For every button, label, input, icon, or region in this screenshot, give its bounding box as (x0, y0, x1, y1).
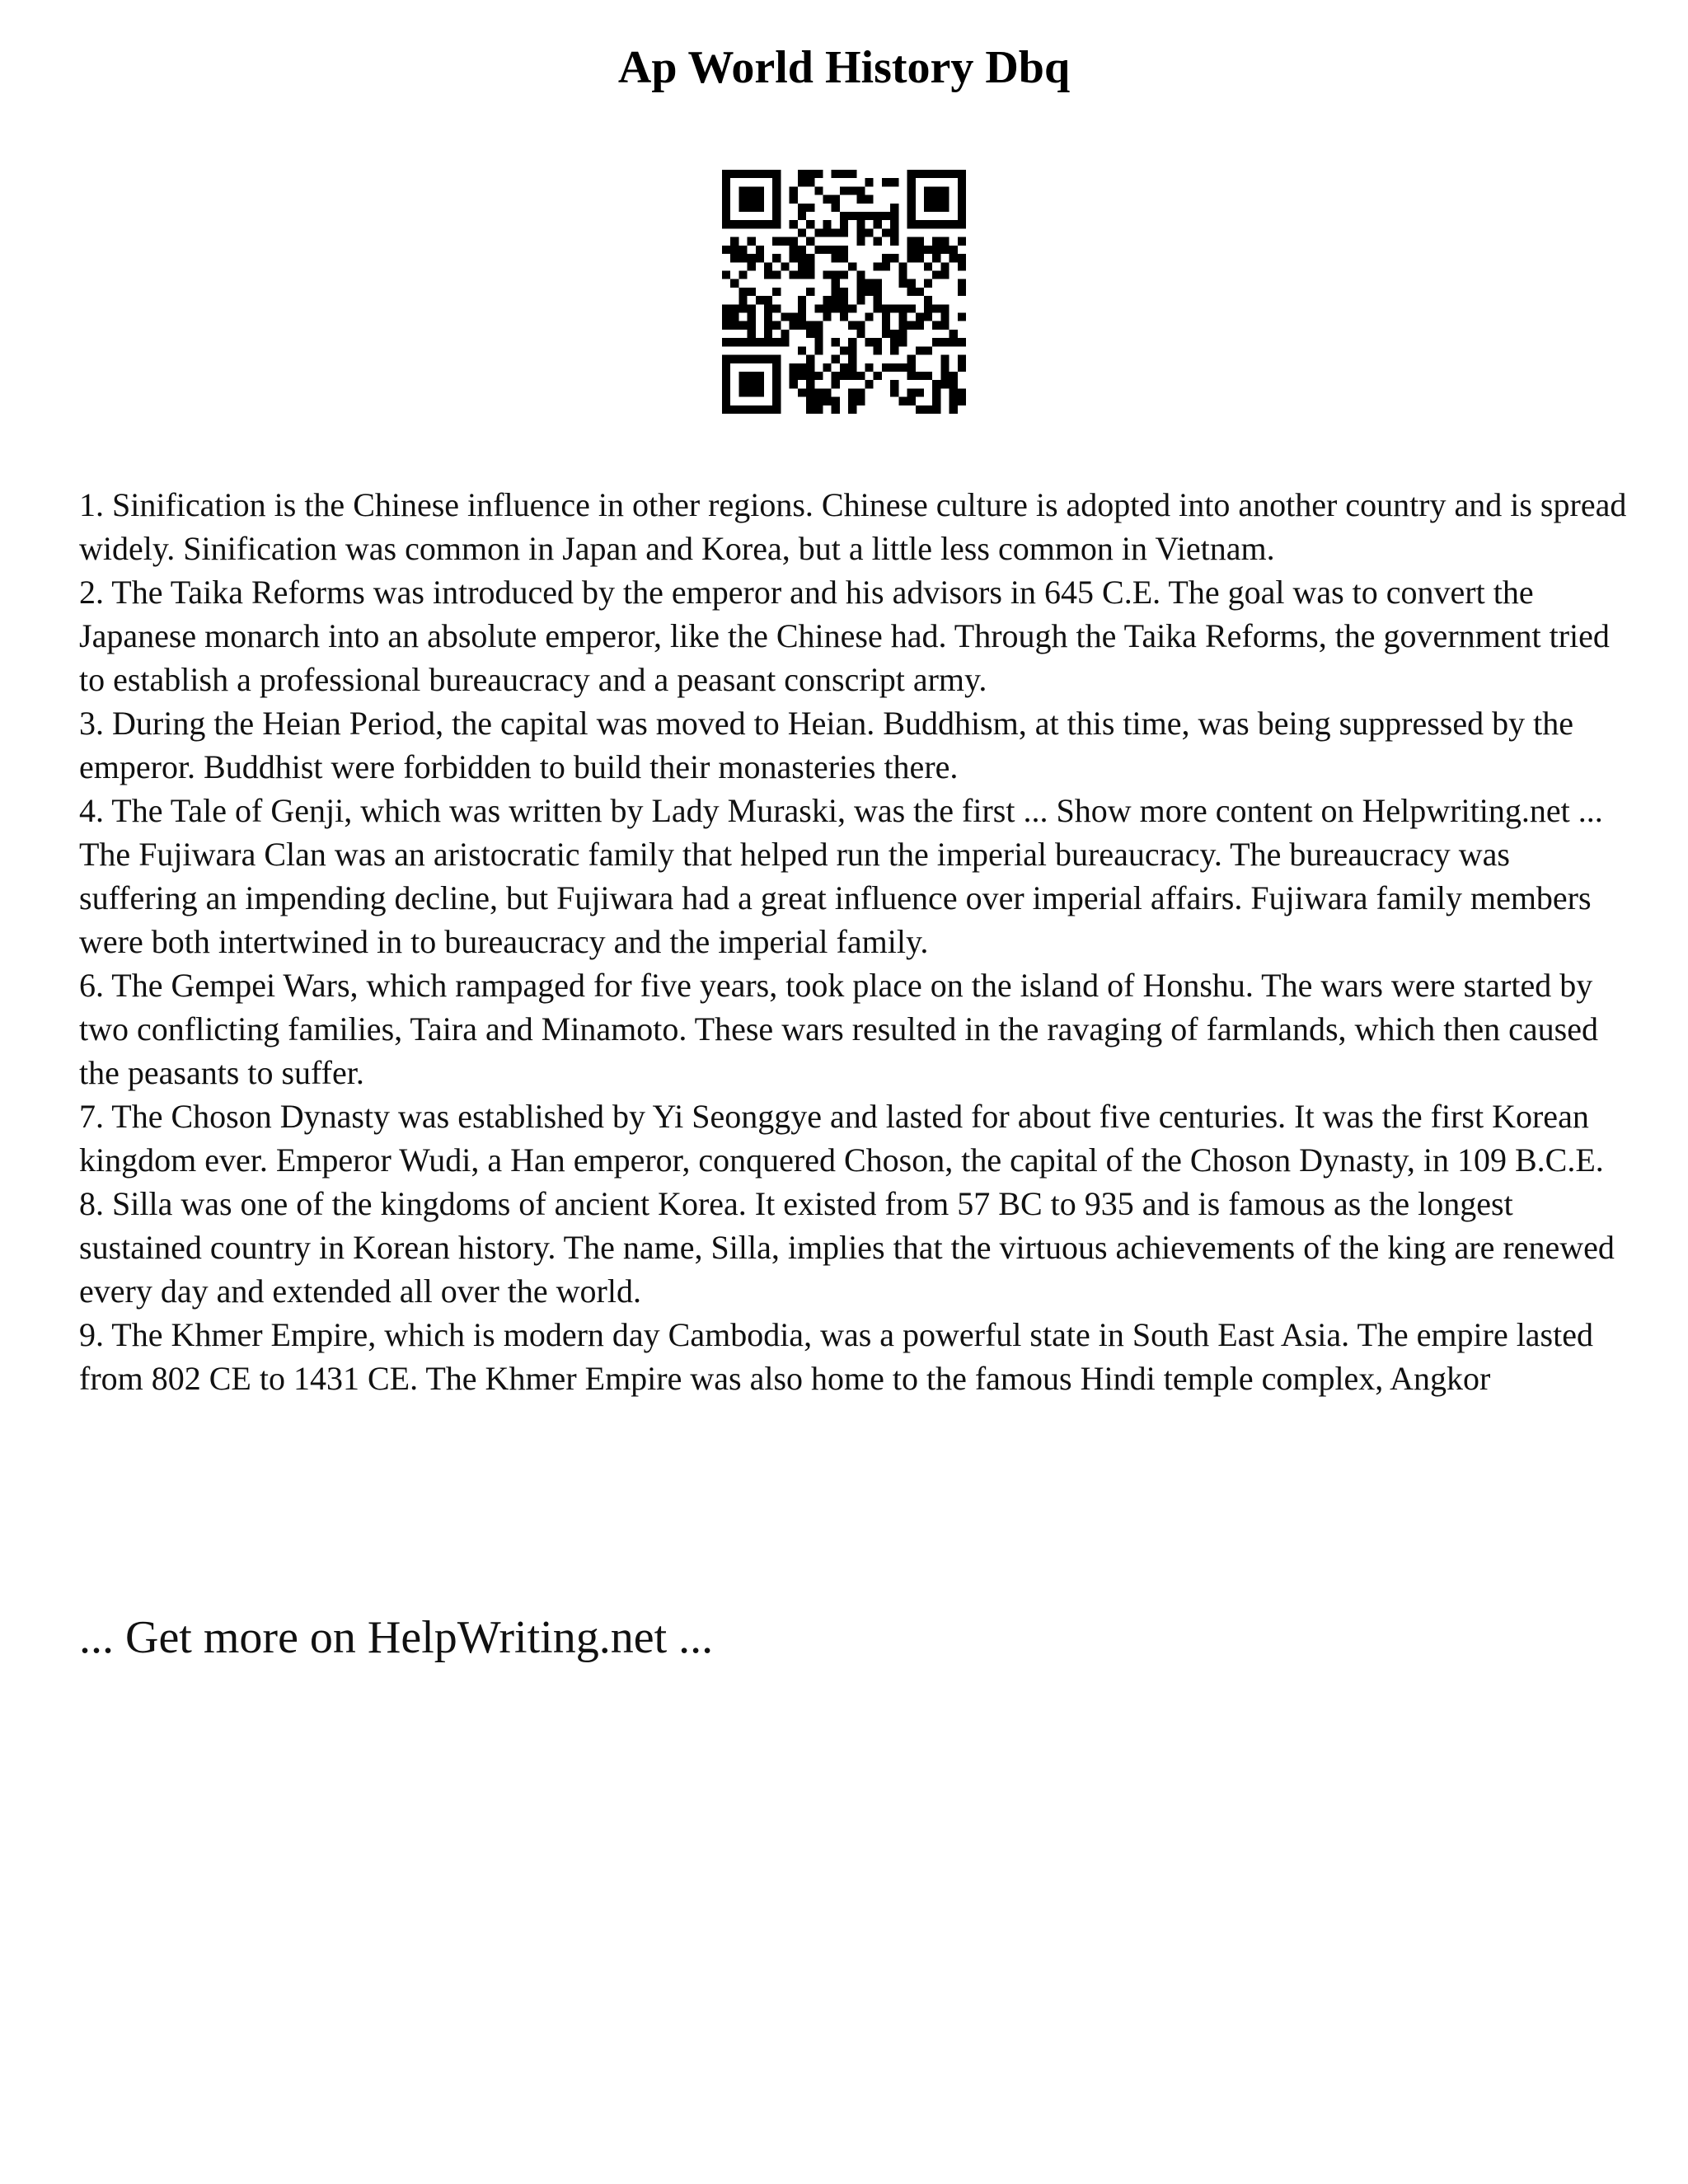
paragraph-1: 1. Sinification is the Chinese influence in other regions. Chinese culture is adopted into another country and is spread widely. Sinification was common in Japan and Korea, but a little less common in Vietnam. (79, 486, 1627, 567)
paragraph-2: 2. The Taika Reforms was introduced by the emperor and his advisors in 645 C.E. The goal was to convert the Japanese monarch into an absolute emperor, like the Chinese had. Through the Taika Reforms, the government tried to establish a professional bureaucracy and a peasant conscript army. (79, 574, 1610, 698)
paragraph-9: 9. The Khmer Empire, which is modern day Cambodia, was a powerful state in South East Asia. The empire lasted from 802 CE to 1431 CE. The Khmer Empire was also home to the famous Hindi temple complex, Angkor (79, 1316, 1593, 1397)
get-more-link[interactable]: ... Get more on HelpWriting.net ... (79, 1612, 714, 1663)
paragraph-4: 4. The Tale of Genji, which was written by Lady Muraski, was the first ... Show more content on Helpwriting.net ... (79, 792, 1603, 829)
paragraph-3: 3. During the Heian Period, the capital was moved to Heian. Buddhism, at this time, was being suppressed by the emperor. Buddhist were forbidden to build their monasteries there. (79, 705, 1573, 785)
paragraph-5: The Fujiwara Clan was an aristocratic family that helped run the imperial bureaucracy. The bureaucracy was suffering an impending decline, but Fujiwara had a great influence over imperial affairs. Fujiwara family members were both intertwined in to bureaucracy and the imperial family. (79, 836, 1592, 960)
paragraph-7: 7. The Choson Dynasty was established by Yi Seonggye and lasted for about five centuries. It was the first Korean kingdom ever. Emperor Wudi, a Han emperor, conquered Choson, the capital of the Choson Dynasty, in 109 B.C.E. (79, 1098, 1604, 1179)
article-body (79, 483, 1629, 1400)
paragraph-6: 6. The Gempei Wars, which rampaged for five years, took place on the island of Honshu. The wars were started by two conflicting families, Taira and Minamoto. These wars resulted in the ravaging of farmlands, which then caused the peasants to suffer. (79, 967, 1598, 1091)
paragraph-8: 8. Silla was one of the kingdoms of ancient Korea. It existed from 57 BC to 935 and is famous as the longest sustained country in Korean history. The name, Silla, implies that the virtuous achievements of the king are renewed every day and extended all over the world. (79, 1185, 1615, 1310)
qr-code-icon (722, 170, 966, 414)
page-title: Ap World History Dbq (617, 42, 1071, 93)
